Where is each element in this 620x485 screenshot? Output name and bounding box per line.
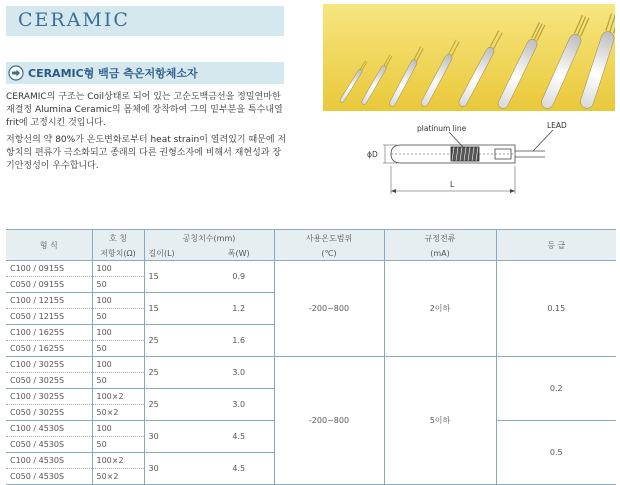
header-grade: 등 급	[496, 230, 616, 261]
temp-range-cell: -200~800	[274, 357, 384, 485]
description-line: 재결정 Alumina Ceramic의 몸체에 장착하여 그의 밑부분을 특수내열	[6, 105, 283, 115]
width-cell: 1.6	[232, 336, 246, 345]
spec-table	[6, 229, 616, 485]
width-cell: 3.0	[232, 400, 246, 409]
width-cell: 3.0	[232, 368, 246, 377]
section-title-bar	[6, 6, 284, 36]
length-cell: 15	[144, 261, 204, 293]
ohm-cell: 100	[92, 261, 144, 277]
model-cell: C100 / 4530S	[10, 424, 65, 433]
header-nominal-bottom: 저항치(Ω)	[92, 246, 144, 261]
length-cell: 25	[144, 357, 204, 389]
platinum-line-label: platinum line	[417, 124, 467, 133]
header-current-top: 규정전류	[384, 230, 496, 247]
description-line: 기안정성이 우수합니다.	[6, 161, 99, 171]
subheading-bar	[6, 62, 284, 84]
header-temp-bottom: (℃)	[274, 246, 384, 261]
ohm-cell: 50	[92, 373, 144, 389]
subheading-text: CERAMIC형 백금 측온저항체소자	[28, 67, 198, 80]
length-label: L	[450, 180, 455, 189]
model-cell: C100 / 4530S	[10, 456, 65, 465]
description-line: 저항선의 약 80%가 온도변화로부터 heat strain이 열려있기 때문에 저	[6, 135, 287, 145]
header-current-bottom: (mA)	[384, 246, 496, 261]
length-cell: 30	[144, 421, 204, 453]
table-row	[6, 261, 616, 277]
ohm-cell: 50	[92, 341, 144, 357]
width-cell: 4.5	[232, 432, 246, 441]
width-cell: 4.5	[232, 464, 246, 473]
current-cell: 5이하	[384, 357, 496, 485]
header-nominal-top: 호 칭	[92, 230, 144, 247]
diameter-label: ϕD	[367, 150, 378, 159]
ohm-cell: 50	[92, 437, 144, 453]
temp-range-cell: -200~800	[274, 261, 384, 357]
page-title: CERAMIC	[18, 9, 130, 31]
grade-cell: 0.2	[496, 357, 616, 421]
model-cell: C050 / 3025S	[10, 376, 65, 385]
ohm-cell: 100×2	[92, 389, 144, 405]
width-cell: 0.9	[232, 272, 246, 281]
model-cell: C050 / 1215S	[10, 312, 65, 321]
header-length: 길이(L)	[144, 246, 204, 261]
description-line: 항치의 편류가 극소화되고 종래의 다른 권형소자에 비해서 재현성과 장	[6, 148, 282, 158]
ceramic-sensors-illustration	[323, 4, 615, 111]
ohm-cell: 100	[92, 421, 144, 437]
model-cell: C100 / 3025S	[10, 392, 65, 401]
description-line: CERAMIC의 구조는 Coil상태로 되어 있는 고순도백금선을 정밀연마한	[6, 92, 281, 102]
model-cell: C050 / 0915S	[10, 280, 65, 289]
width-cell: 1.2	[232, 304, 246, 313]
model-cell: C050 / 4530S	[10, 472, 65, 481]
table-row	[6, 357, 616, 373]
ohm-cell: 100	[92, 325, 144, 341]
sensor-diagram	[323, 114, 615, 222]
header-temp-top: 사용온도범위	[274, 230, 384, 247]
ohm-cell: 100×2	[92, 453, 144, 469]
grade-cell: 0.15	[496, 261, 616, 357]
ohm-cell: 50×2	[92, 405, 144, 421]
arrow-circle-icon	[8, 65, 24, 81]
current-cell: 2이하	[384, 261, 496, 357]
product-photo	[323, 4, 615, 111]
lead-label: LEAD	[547, 121, 567, 130]
length-cell: 25	[144, 389, 204, 421]
description-line: frit에 고정시킨 것입니다.	[6, 118, 106, 128]
model-cell: C100 / 3025S	[10, 360, 65, 369]
length-cell: 15	[144, 293, 204, 325]
header-dims: 공칭치수(mm)	[144, 230, 274, 247]
model-cell: C050 / 1625S	[10, 344, 65, 353]
model-cell: C100 / 1625S	[10, 328, 65, 337]
grade-cell: 0.5	[496, 421, 616, 485]
model-cell: C050 / 4530S	[10, 440, 65, 449]
model-cell: C100 / 0915S	[10, 264, 65, 273]
ohm-cell: 100	[92, 357, 144, 373]
model-cell: C050 / 3025S	[10, 408, 65, 417]
ohm-cell: 50×2	[92, 469, 144, 485]
header-type: 형 식	[6, 230, 92, 261]
ohm-cell: 50	[92, 309, 144, 325]
length-cell: 25	[144, 325, 204, 357]
header-width: 폭(W)	[204, 246, 274, 261]
ohm-cell: 50	[92, 277, 144, 293]
model-cell: C100 / 1215S	[10, 296, 65, 305]
ohm-cell: 100	[92, 293, 144, 309]
length-cell: 30	[144, 453, 204, 485]
